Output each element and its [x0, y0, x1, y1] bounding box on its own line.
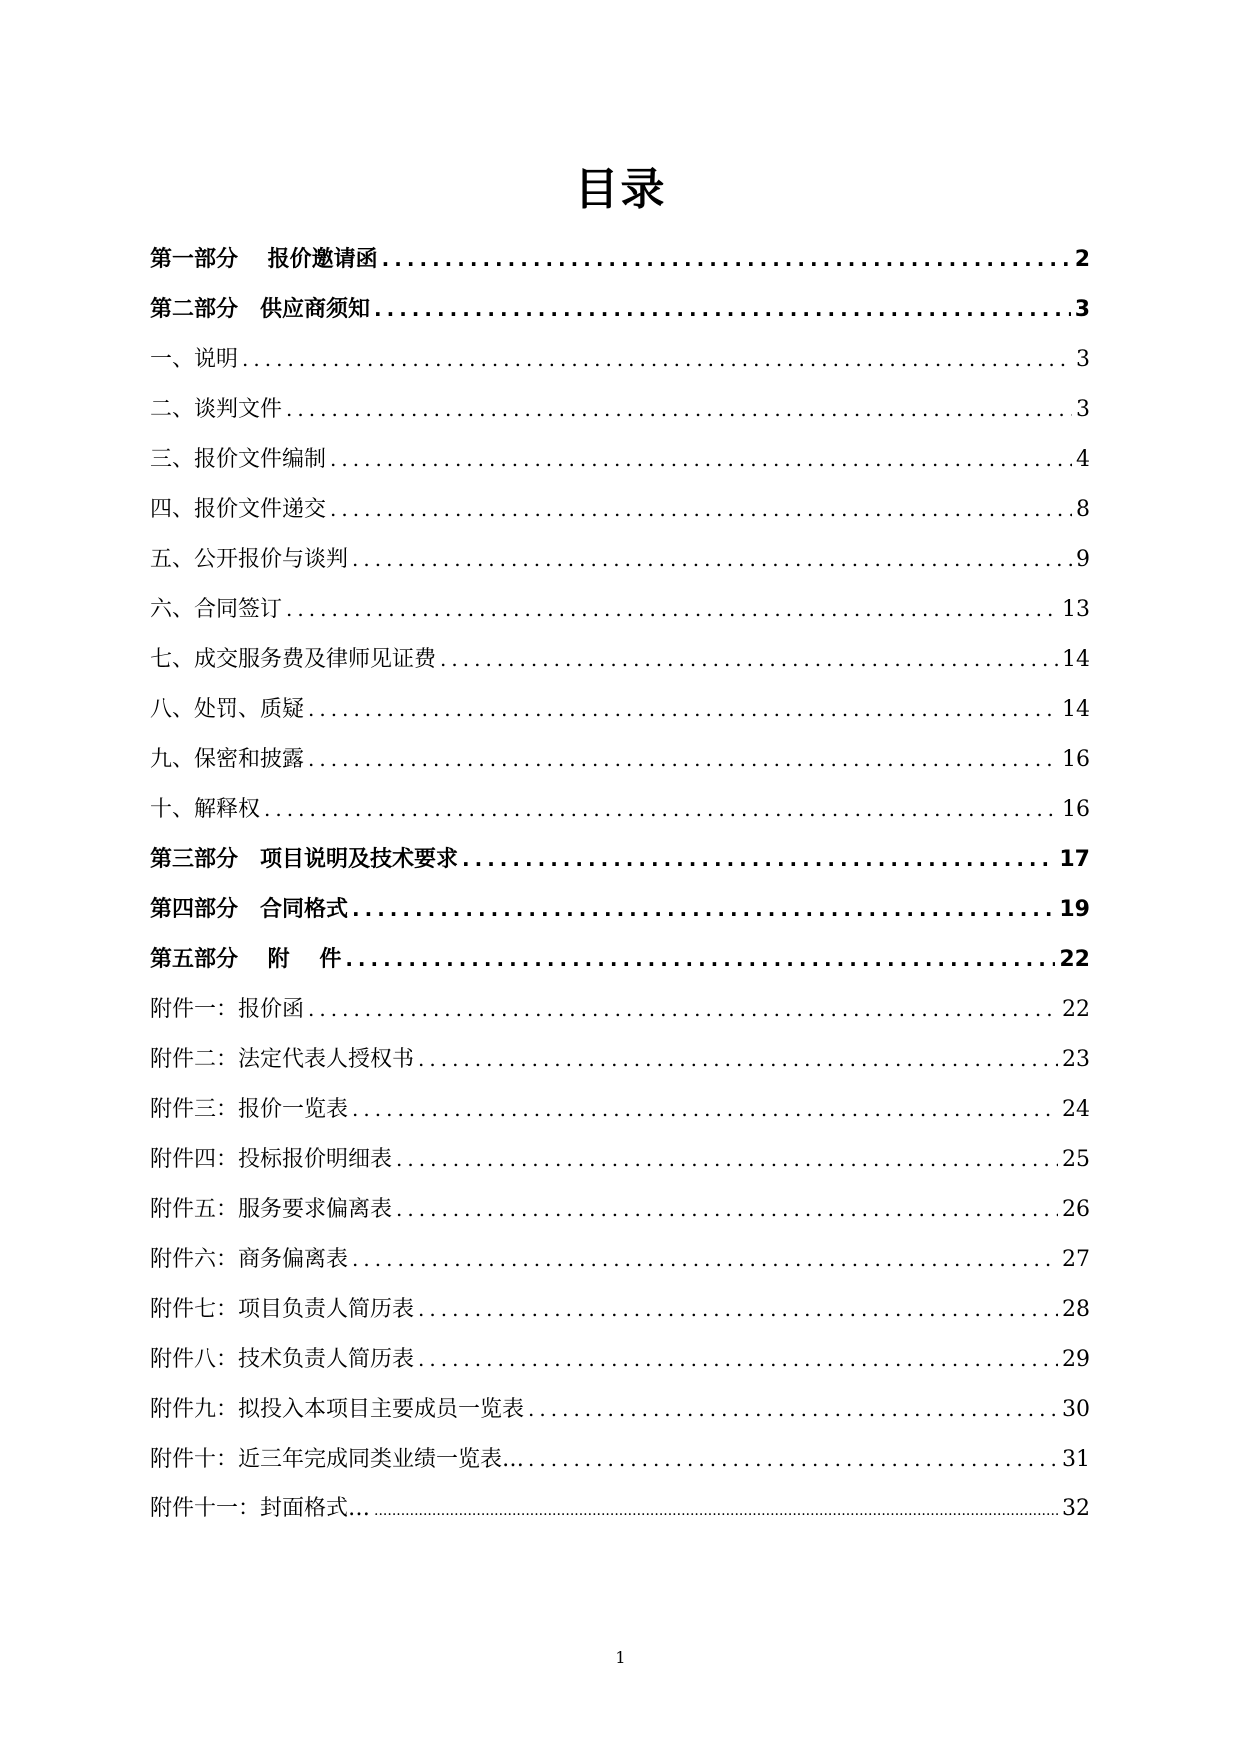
toc-leader-dots [528, 1384, 1058, 1434]
table-of-contents [150, 234, 1090, 1534]
toc-leader-dots [396, 1184, 1058, 1234]
toc-entry-label: 附件六：商务偏离表 [150, 1247, 349, 1272]
toc-entry-page: 31 [1062, 1447, 1090, 1472]
toc-entry-label: 四、报价文件递交 [150, 497, 327, 522]
toc-entry-label: 七、成交服务费及律师见证费 [150, 647, 437, 672]
toc-leader-dots [264, 784, 1058, 834]
toc-entry-label: 附件四：投标报价明细表 [150, 1147, 393, 1172]
toc-entry[interactable] [150, 1184, 1090, 1234]
toc-entry[interactable] [150, 1234, 1090, 1284]
toc-leader-dots [418, 1334, 1058, 1384]
toc-entry-page: 28 [1062, 1297, 1090, 1322]
toc-entry-label: 九、保密和披露 [150, 747, 305, 772]
toc-entry-label: 附件十一：封面格式… [150, 1496, 371, 1521]
toc-entry-label: 附件七：项目负责人简历表 [150, 1297, 415, 1322]
toc-entry-label: 三、报价文件编制 [150, 447, 327, 472]
toc-entry-label: 附件三：报价一览表 [150, 1097, 349, 1122]
toc-leader-dots [440, 634, 1058, 684]
toc-entry-page: 24 [1062, 1097, 1090, 1122]
toc-entry-part-1[interactable] [150, 234, 1090, 284]
toc-leader-dots [418, 1034, 1058, 1084]
toc-leader-dots [352, 534, 1072, 584]
toc-entry[interactable] [150, 984, 1090, 1034]
toc-leader-dots [374, 284, 1071, 334]
toc-entry-label: 八、处罚、质疑 [150, 697, 305, 722]
toc-entry-label: 一、说明 [150, 347, 239, 372]
toc-entry[interactable] [150, 634, 1090, 684]
toc-entry[interactable] [150, 334, 1090, 384]
toc-entry-label: 附件二：法定代表人授权书 [150, 1047, 415, 1072]
toc-entry[interactable] [150, 1084, 1090, 1134]
toc-entry[interactable] [150, 584, 1090, 634]
toc-entry-label: 附件一：报价函 [150, 997, 305, 1022]
toc-entry-part-5[interactable] [150, 934, 1090, 984]
toc-entry-page: 14 [1062, 647, 1090, 672]
toc-entry-label: 第五部分 附 件 [150, 947, 342, 972]
toc-entry-page: 17 [1059, 847, 1090, 872]
toc-entry[interactable] [150, 1334, 1090, 1384]
page-number: 1 [615, 1648, 626, 1667]
toc-leader-dots [286, 384, 1072, 434]
toc-leader-dots [308, 684, 1058, 734]
toc-entry[interactable] [150, 1484, 1090, 1534]
toc-entry-page: 16 [1062, 797, 1090, 822]
toc-entry[interactable] [150, 1034, 1090, 1084]
toc-entry-page: 30 [1062, 1397, 1090, 1422]
toc-entry[interactable] [150, 784, 1090, 834]
toc-entry-label: 附件九：拟投入本项目主要成员一览表 [150, 1397, 525, 1422]
toc-leader-dots [374, 1486, 1058, 1536]
toc-leader-dots [330, 434, 1072, 484]
toc-entry-page: 19 [1059, 897, 1090, 922]
toc-leader-dots [528, 1434, 1058, 1484]
toc-leader-dots [308, 984, 1058, 1034]
toc-entry-page: 22 [1059, 947, 1090, 972]
toc-entry[interactable] [150, 1434, 1090, 1484]
toc-entry-page: 8 [1076, 497, 1090, 522]
toc-entry-page: 16 [1062, 747, 1090, 772]
toc-entry-label: 十、解释权 [150, 797, 261, 822]
toc-entry-page: 32 [1062, 1496, 1090, 1521]
toc-entry-page: 27 [1062, 1247, 1090, 1272]
toc-leader-dots [352, 884, 1055, 934]
toc-entry-page: 3 [1074, 297, 1090, 322]
toc-entry-label: 第一部分 报价邀请函 [150, 247, 378, 272]
toc-entry-page: 2 [1074, 247, 1090, 272]
toc-entry[interactable] [150, 1284, 1090, 1334]
toc-leader-dots [418, 1284, 1058, 1334]
toc-leader-dots [352, 1234, 1058, 1284]
toc-entry-page: 14 [1062, 697, 1090, 722]
toc-leader-dots [352, 1084, 1058, 1134]
toc-entry-page: 22 [1062, 997, 1090, 1022]
toc-entry-page: 25 [1062, 1147, 1090, 1172]
toc-entry-label: 附件十：近三年完成同类业绩一览表… [150, 1447, 525, 1472]
toc-entry-part-4[interactable] [150, 884, 1090, 934]
toc-entry-page: 26 [1062, 1197, 1090, 1222]
toc-leader-dots [345, 934, 1055, 984]
toc-entry-label: 第三部分 项目说明及技术要求 [150, 847, 459, 872]
toc-entry-label: 二、谈判文件 [150, 397, 283, 422]
toc-entry-page: 4 [1076, 447, 1090, 472]
toc-entry-label: 第二部分 供应商须知 [150, 297, 371, 322]
page-title: 目录 [574, 164, 667, 215]
toc-entry[interactable] [150, 534, 1090, 584]
toc-leader-dots [308, 734, 1058, 784]
toc-entry[interactable] [150, 1134, 1090, 1184]
toc-entry-part-3[interactable] [150, 834, 1090, 884]
toc-entry[interactable] [150, 384, 1090, 434]
toc-leader-dots [330, 484, 1072, 534]
toc-entry[interactable] [150, 1384, 1090, 1434]
toc-entry-page: 13 [1062, 597, 1090, 622]
toc-entry-page: 29 [1062, 1347, 1090, 1372]
toc-entry-label: 附件八：技术负责人简历表 [150, 1347, 415, 1372]
toc-leader-dots [286, 584, 1058, 634]
toc-leader-dots [462, 834, 1055, 884]
toc-entry-page: 23 [1062, 1047, 1090, 1072]
toc-leader-dots [396, 1134, 1058, 1184]
toc-entry-label: 五、公开报价与谈判 [150, 547, 349, 572]
toc-entry[interactable] [150, 484, 1090, 534]
toc-entry[interactable] [150, 434, 1090, 484]
toc-entry-page: 3 [1076, 347, 1090, 372]
toc-entry-page: 9 [1076, 547, 1090, 572]
toc-entry-label: 六、合同签订 [150, 597, 283, 622]
toc-entry[interactable] [150, 684, 1090, 734]
toc-leader-dots [242, 334, 1072, 384]
toc-entry-label: 第四部分 合同格式 [150, 897, 349, 922]
toc-entry-page: 3 [1076, 397, 1090, 422]
toc-entry-part-2[interactable] [150, 284, 1090, 334]
toc-entry-label: 附件五：服务要求偏离表 [150, 1197, 393, 1222]
toc-entry[interactable] [150, 734, 1090, 784]
toc-leader-dots [382, 234, 1071, 284]
